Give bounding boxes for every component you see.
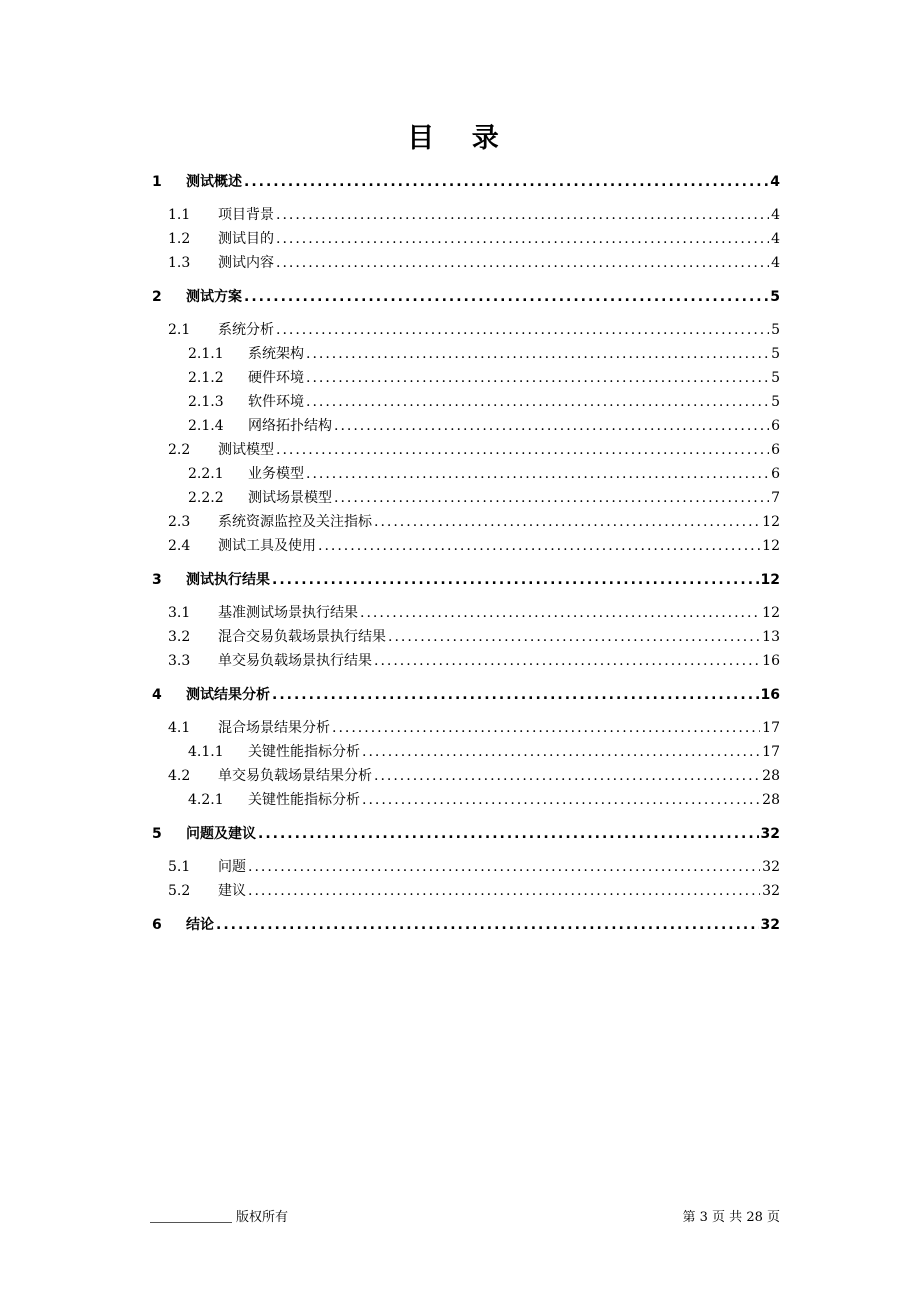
toc-entry-4-2-1[interactable]	[188, 789, 780, 811]
toc-entry-6[interactable]	[152, 914, 780, 936]
toc-title: 测试方案	[186, 289, 242, 305]
toc-leader	[362, 789, 760, 811]
toc-number: 2.2.2	[188, 490, 224, 506]
toc-entry-5[interactable]	[152, 823, 780, 845]
toc-number: 5.2	[168, 883, 191, 899]
toc-entry-1-1[interactable]	[168, 204, 780, 226]
toc-number: 4.1	[168, 720, 191, 736]
toc-page: 12	[762, 514, 780, 530]
toc-entry-2-1-1[interactable]	[188, 343, 780, 365]
toc-leader	[276, 252, 769, 274]
toc-page: 6	[771, 418, 780, 434]
toc-leader	[276, 439, 769, 461]
toc-entry-3-3[interactable]	[168, 650, 780, 672]
toc-entry-4[interactable]	[152, 684, 780, 706]
toc-page: 16	[762, 653, 780, 669]
toc-page: 17	[762, 720, 780, 736]
toc-page: 4	[771, 255, 780, 271]
toc-entry-2-2-1[interactable]	[188, 463, 780, 485]
toc-leader	[374, 650, 760, 672]
toc-page: 28	[762, 792, 780, 808]
toc-title: 单交易负载场景执行结果	[218, 653, 372, 669]
toc-title: 测试目的	[218, 231, 274, 247]
toc-leader	[276, 204, 769, 226]
toc-title: 单交易负载场景结果分析	[218, 768, 372, 784]
toc-title: 系统资源监控及关注指标	[218, 514, 372, 530]
toc-entry-3[interactable]	[152, 569, 780, 591]
toc-page: 12	[760, 572, 780, 588]
toc-title: 测试结果分析	[186, 687, 270, 703]
footer-underline	[150, 1222, 232, 1223]
toc-leader	[306, 391, 769, 413]
toc-title: 软件环境	[248, 394, 304, 410]
toc-title: 测试模型	[218, 442, 274, 458]
toc-leader	[272, 569, 759, 591]
toc-leader	[272, 684, 759, 706]
toc-entry-1-3[interactable]	[168, 252, 780, 274]
toc-page: 7	[771, 490, 780, 506]
toc-number: 2.4	[168, 538, 191, 554]
toc-leader	[248, 880, 760, 902]
toc-leader	[306, 367, 769, 389]
toc-leader	[334, 415, 769, 437]
toc-entry-4-1-1[interactable]	[188, 741, 780, 763]
toc-title: 系统分析	[218, 322, 274, 338]
toc-title: 基准测试场景执行结果	[218, 605, 358, 621]
toc-number: 4	[152, 687, 162, 703]
toc-leader	[244, 286, 768, 308]
toc-page: 4	[770, 174, 780, 190]
toc-number: 2.1.4	[188, 418, 224, 434]
toc-page: 16	[760, 687, 780, 703]
toc-page: 28	[762, 768, 780, 784]
toc-title: 问题及建议	[186, 826, 256, 842]
toc-title: 混合场景结果分析	[218, 720, 330, 736]
toc-entry-2-1-4[interactable]	[188, 415, 780, 437]
toc-leader	[306, 343, 769, 365]
toc-title: 业务模型	[248, 466, 304, 482]
toc-entry-2-1-3[interactable]	[188, 391, 780, 413]
toc-title: 混合交易负载场景执行结果	[218, 629, 386, 645]
toc-number: 2.1.1	[188, 346, 224, 362]
page-footer	[150, 1208, 780, 1228]
toc-number: 4.2	[168, 768, 191, 784]
toc-number: 2.3	[168, 514, 191, 530]
toc-page: 4	[771, 231, 780, 247]
toc-page: 4	[771, 207, 780, 223]
footer-copyright: 版权所有	[236, 1210, 289, 1225]
toc-title: 网络拓扑结构	[248, 418, 332, 434]
toc-entry-3-1[interactable]	[168, 602, 780, 624]
toc-title: 结论	[186, 917, 214, 933]
toc-page: 5	[771, 370, 780, 386]
toc-page: 13	[762, 629, 780, 645]
toc-title: 测试概述	[186, 174, 242, 190]
toc-number: 1.1	[168, 207, 191, 223]
toc-page: 32	[760, 826, 780, 842]
toc-title: 关键性能指标分析	[248, 744, 360, 760]
toc-number: 3.2	[168, 629, 191, 645]
toc-number: 2.2	[168, 442, 191, 458]
toc-entry-2-4[interactable]	[168, 535, 780, 557]
toc-number: 1.3	[168, 255, 191, 271]
toc-entry-4-1[interactable]	[168, 717, 780, 739]
toc-number: 2.1.2	[188, 370, 224, 386]
toc-entry-2-1-2[interactable]	[188, 367, 780, 389]
toc-title: 硬件环境	[248, 370, 304, 386]
toc-page: 5	[771, 346, 780, 362]
toc-leader	[248, 856, 760, 878]
toc-number: 3.1	[168, 605, 191, 621]
toc-number: 4.2.1	[188, 792, 224, 808]
toc-leader	[362, 741, 760, 763]
toc-title: 测试工具及使用	[218, 538, 316, 554]
page-title: 目 录	[407, 123, 513, 154]
toc-page: 17	[762, 744, 780, 760]
toc-number: 5.1	[168, 859, 191, 875]
toc-leader	[276, 228, 769, 250]
toc-page: 5	[770, 289, 780, 305]
toc-leader	[258, 823, 759, 845]
toc-leader	[360, 602, 760, 624]
toc-title: 系统架构	[248, 346, 304, 362]
toc-entry-5-2[interactable]	[168, 880, 780, 902]
toc-leader	[216, 914, 759, 936]
toc-entry-1[interactable]	[152, 171, 780, 193]
toc-title: 建议	[218, 883, 246, 899]
toc-title: 测试内容	[218, 255, 274, 271]
toc-number: 5	[152, 826, 162, 842]
toc-title: 问题	[218, 859, 246, 875]
toc-number: 3	[152, 572, 162, 588]
toc-title: 测试场景模型	[248, 490, 332, 506]
toc-entry-4-2[interactable]	[168, 765, 780, 787]
toc-number: 6	[152, 917, 162, 933]
toc-page: 6	[771, 442, 780, 458]
toc-number: 2.1	[168, 322, 191, 338]
toc-leader	[244, 171, 768, 193]
toc-number: 1.2	[168, 231, 191, 247]
toc-number: 2	[152, 289, 162, 305]
toc-number: 1	[152, 174, 162, 190]
toc-entry-2-2-2[interactable]	[188, 487, 780, 509]
toc-entry-2[interactable]	[152, 286, 780, 308]
toc-entry-5-1[interactable]	[168, 856, 780, 878]
toc-title: 关键性能指标分析	[248, 792, 360, 808]
toc-entry-3-2[interactable]	[168, 626, 780, 648]
toc-page: 12	[762, 538, 780, 554]
toc-entry-2-3[interactable]	[168, 511, 780, 533]
toc-number: 3.3	[168, 653, 191, 669]
toc-page: 12	[762, 605, 780, 621]
toc-page: 32	[762, 859, 780, 875]
toc-title: 项目背景	[218, 207, 274, 223]
toc-leader	[306, 463, 769, 485]
toc-leader	[374, 765, 760, 787]
toc-leader	[276, 319, 769, 341]
toc-title: 测试执行结果	[186, 572, 270, 588]
toc-entry-1-2[interactable]	[168, 228, 780, 250]
toc-leader	[332, 717, 760, 739]
toc-number: 2.1.3	[188, 394, 224, 410]
toc-page: 32	[762, 883, 780, 899]
toc-page: 5	[771, 394, 780, 410]
toc-page: 32	[760, 917, 780, 933]
toc-entry-2-2[interactable]	[168, 439, 780, 461]
toc-leader	[318, 535, 760, 557]
toc-page: 5	[771, 322, 780, 338]
footer-page-info: 第 3 页 共 28 页	[682, 1210, 780, 1225]
toc-number: 2.2.1	[188, 466, 224, 482]
toc-leader	[374, 511, 760, 533]
toc-number: 4.1.1	[188, 744, 224, 760]
toc-leader	[334, 487, 769, 509]
toc-leader	[388, 626, 760, 648]
toc-entry-2-1[interactable]	[168, 319, 780, 341]
toc-page: 6	[771, 466, 780, 482]
